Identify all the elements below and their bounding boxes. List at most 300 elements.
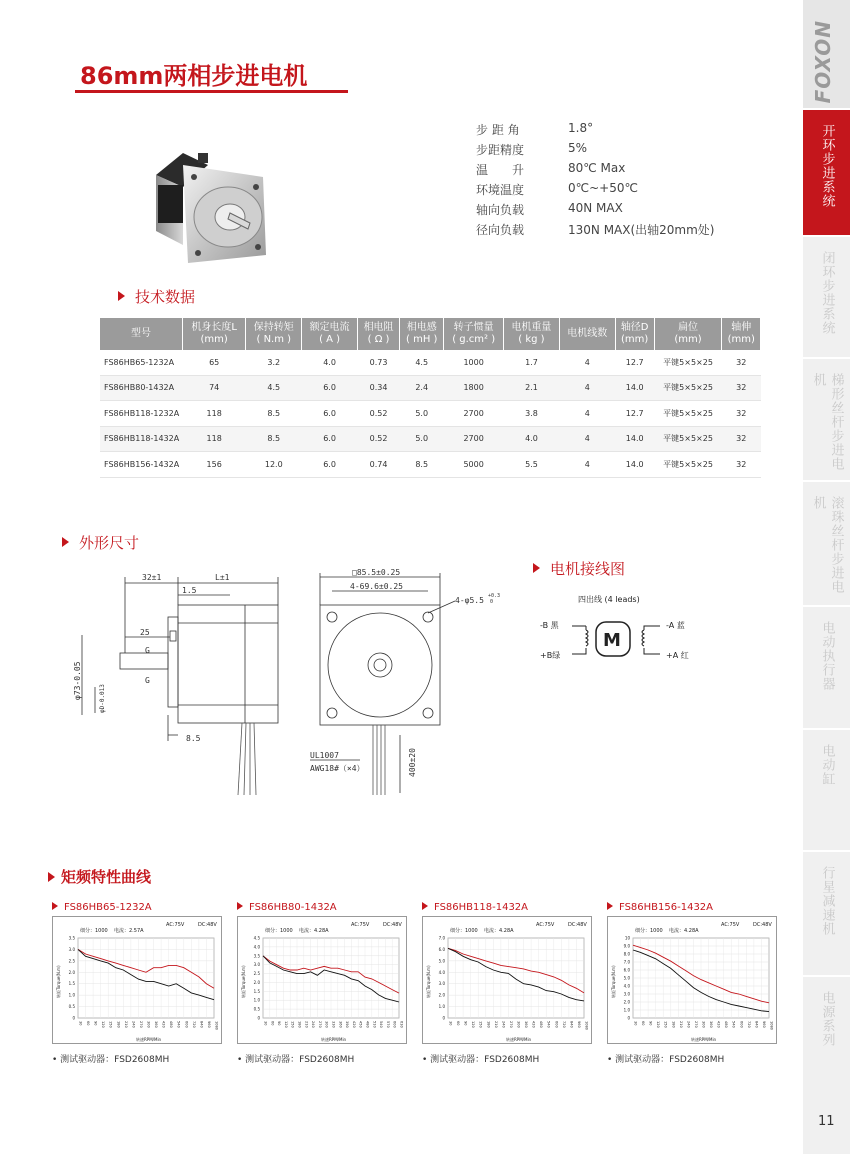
chart-info: AC:75V (721, 922, 740, 928)
y-tick-label: 1.0 (438, 1004, 445, 1010)
model-cell: FS86HB80-1432A (100, 375, 183, 401)
wiring-caption: 四出线 (4 leads) (578, 595, 640, 604)
dim-key-g-top: G (145, 646, 150, 655)
section-wiring (533, 558, 625, 579)
header-label: 保持转矩 (253, 322, 294, 333)
section-tech-data (118, 286, 195, 307)
cable-type: UL1007 (310, 751, 339, 760)
x-tick-label: 180 (116, 1021, 121, 1028)
x-tick-label: 720 (191, 1021, 196, 1028)
y-tick-label: 4.5 (253, 935, 260, 941)
x-tick-label: 480 (724, 1021, 729, 1028)
x-tick-label: 1080 (584, 1021, 589, 1030)
x-tick-label: 60 (456, 1021, 461, 1026)
brand-logo (803, 0, 850, 108)
wire-label-a-minus: -A 蓝 (666, 621, 685, 630)
title-underline (75, 90, 348, 93)
x-axis-label: 转速RPM/Min (691, 1037, 717, 1042)
triangle-bullet-icon (62, 537, 69, 547)
y-tick-label: 2.5 (68, 958, 75, 964)
dim-length-l: L±1 (215, 573, 230, 582)
wire-label-b-plus: +B绿 (540, 651, 561, 660)
y-tick-label: 1.0 (253, 997, 260, 1003)
x-tick-label: 180 (297, 1021, 302, 1028)
y-tick-label: 8.0 (623, 951, 630, 957)
curve-title (52, 902, 232, 916)
sidebar-item-label: 梯形丝杆步进电机 (810, 373, 844, 471)
y-tick-label: 2.0 (68, 969, 75, 975)
x-tick-label: 300 (146, 1021, 151, 1028)
spec-key: 轴向负载 (476, 203, 525, 217)
x-tick-label: 720 (746, 1021, 751, 1028)
chart-info: 细分：1000 (635, 928, 663, 934)
dim-square: □85.5±0.25 (352, 568, 401, 577)
chart-info: 电流：4.28A (484, 928, 514, 934)
section-label: 外形尺寸 (79, 534, 140, 552)
y-tick-label: 0 (257, 1015, 260, 1021)
table-cell: 8.5 (400, 452, 444, 478)
flange-outline (168, 617, 178, 707)
y-tick-label: 2.0 (438, 992, 445, 998)
dim-holes-tol-upper: +0.3 (488, 593, 501, 599)
table-cell: 65 (183, 350, 246, 375)
motor-symbol-letter: M (603, 630, 621, 651)
sidebar-item[interactable] (803, 235, 850, 357)
header-unit: (mm) (727, 334, 755, 345)
header-unit: ( g.cm² ) (452, 334, 496, 345)
x-tick-label: 90 (277, 1021, 282, 1026)
y-tick-label: 10 (624, 935, 630, 941)
chart-info: 细分：1000 (265, 928, 293, 934)
header-unit: ( N.m ) (256, 334, 292, 345)
x-tick-label: 420 (531, 1021, 536, 1028)
y-axis-label: 转矩Torque(N.m) (426, 965, 431, 998)
test-driver-note: • 测试驱动器：FSD2608MH (237, 1055, 355, 1065)
table-cell: 4.0 (302, 350, 358, 375)
table-cell: 0.73 (357, 350, 399, 375)
header-label: 型号 (131, 328, 151, 339)
dim-flange-thick: 8.5 (186, 734, 201, 743)
header-unit: ( Ω ) (367, 334, 390, 345)
curve-title-text: FS86HB80-1432A (249, 902, 337, 913)
table-cell: 74 (183, 375, 246, 401)
torque-curve-panel (237, 902, 417, 1065)
torque-chart (52, 916, 222, 1044)
y-tick-label: 6.0 (623, 967, 630, 973)
y-tick-label: 5.0 (438, 958, 445, 964)
header-label: 额定电流 (309, 322, 350, 333)
y-tick-label: 1.0 (623, 1007, 630, 1013)
table-cell: 平键5×5×25 (654, 401, 722, 427)
table-cell: 4 (559, 426, 615, 452)
sidebar-item-label: 行星减速机 (819, 866, 835, 936)
spec-row (476, 141, 776, 161)
chart-info: DC:48V (198, 922, 217, 928)
table-header-cell (357, 318, 399, 350)
header-label: 扁位 (678, 322, 699, 333)
chart-info: DC:48V (753, 922, 772, 928)
table-body (100, 350, 761, 477)
y-tick-label: 4.0 (623, 983, 630, 989)
x-tick-label: 360 (709, 1021, 714, 1028)
dim-hole-pitch: 4-69.6±0.25 (350, 582, 403, 591)
x-tick-label: 270 (693, 1021, 698, 1028)
x-tick-label: 480 (365, 1021, 370, 1028)
dim-shaft-dia: φD-0.013 (99, 684, 106, 713)
section-label: 电机接线图 (550, 560, 626, 578)
chart-info: DC:48V (383, 922, 402, 928)
y-axis-label: 转矩Torque(N.m) (611, 965, 616, 998)
y-tick-label: 2.5 (253, 971, 260, 977)
sidebar-item[interactable] (803, 850, 850, 975)
test-driver-note: • 测试驱动器：FSD2608MH (607, 1055, 725, 1065)
x-tick-label: 240 (131, 1021, 136, 1028)
table-cell: 4 (559, 375, 615, 401)
y-tick-label: 3.0 (253, 962, 260, 968)
x-tick-label: 300 (324, 1021, 329, 1028)
header-label: 电机重量 (511, 322, 552, 333)
x-tick-label: 540 (731, 1021, 736, 1028)
y-tick-label: 0 (72, 1015, 75, 1021)
triangle-bullet-icon (52, 902, 58, 910)
dim-shaft-length: 25 (140, 628, 150, 637)
x-tick-label: 600 (184, 1021, 189, 1028)
y-tick-label: 3.0 (623, 991, 630, 997)
x-tick-label: 60 (641, 1021, 646, 1026)
curve-title-text: FS86HB118-1432A (434, 902, 529, 913)
y-tick-label: 3.0 (68, 946, 75, 952)
table-cell: 6.0 (302, 375, 358, 401)
curve-title (607, 902, 787, 916)
table-cell: 14.0 (615, 426, 654, 452)
sidebar-item[interactable] (803, 357, 850, 480)
x-tick-label: 120 (471, 1021, 476, 1028)
x-tick-label: 600 (392, 1021, 397, 1028)
sidebar-item-label: 电源系列 (819, 991, 835, 1047)
chart-info: AC:75V (351, 922, 370, 928)
x-tick-label: 360 (154, 1021, 159, 1028)
spec-value: 130N MAX(出轴20mm处) (568, 223, 715, 237)
spec-key: 温 升 (476, 163, 525, 177)
table-cell: 12.7 (615, 350, 654, 375)
x-tick-label: 570 (385, 1021, 390, 1028)
x-tick-label: 600 (554, 1021, 559, 1028)
x-tick-label: 600 (739, 1021, 744, 1028)
header-label: 相电感 (406, 322, 437, 333)
y-tick-label: 5.0 (623, 975, 630, 981)
dim-holes-tol-lower: 0 (490, 599, 494, 605)
table-cell: 4.5 (246, 375, 302, 401)
x-axis-label: 转速RPM/Min (321, 1037, 347, 1042)
sidebar (803, 0, 850, 1154)
front-flange (320, 605, 440, 725)
y-tick-label: 7.0 (623, 959, 630, 965)
x-tick-label: 210 (678, 1021, 683, 1028)
y-tick-label: 3.5 (68, 935, 75, 941)
chart-info: 细分：1000 (450, 928, 478, 934)
table-row (100, 452, 761, 478)
x-tick-label: 360 (338, 1021, 343, 1028)
spec-row (476, 221, 776, 241)
table-cell: 8.5 (246, 401, 302, 427)
x-tick-label: 840 (754, 1021, 759, 1028)
torque-curve-panel (422, 902, 602, 1065)
x-tick-label: 180 (671, 1021, 676, 1028)
x-tick-label: 240 (311, 1021, 316, 1028)
brand-text: FOXON (811, 20, 835, 104)
table-header-cell (654, 318, 722, 350)
table-cell: 4.0 (504, 426, 560, 452)
page-title: 86mm两相步进电机 (80, 62, 308, 90)
torque-chart (422, 916, 592, 1044)
section-curves (48, 866, 151, 887)
y-tick-label: 4.0 (253, 944, 260, 950)
table-header-cell (722, 318, 761, 350)
spec-key: 步距精度 (476, 143, 525, 157)
torque-chart (607, 916, 777, 1044)
sidebar-item[interactable] (803, 728, 850, 850)
x-tick-label: 120 (656, 1021, 661, 1028)
page-number: 11 (818, 1114, 835, 1129)
x-tick-label: 30 (78, 1021, 83, 1026)
table-cell: 5.0 (400, 426, 444, 452)
model-cell: FS86HB156-1432A (100, 452, 183, 478)
y-tick-label: 0.5 (68, 1004, 75, 1010)
x-tick-label: 210 (123, 1021, 128, 1028)
x-tick-label: 30 (448, 1021, 453, 1026)
table-cell: 4 (559, 452, 615, 478)
x-tick-label: 150 (478, 1021, 483, 1028)
table-cell: 6.0 (302, 426, 358, 452)
table-cell: 2700 (444, 426, 504, 452)
triangle-bullet-icon (237, 902, 243, 910)
x-tick-label: 330 (331, 1021, 336, 1028)
wire-label-a-plus: +A 红 (666, 651, 689, 660)
section-outline (62, 532, 139, 553)
table-cell: 4.5 (400, 350, 444, 375)
x-tick-label: 840 (569, 1021, 574, 1028)
x-tick-label: 720 (561, 1021, 566, 1028)
wiring-diagram (530, 590, 750, 670)
spec-table (100, 318, 761, 478)
model-cell: FS86HB118-1232A (100, 401, 183, 427)
table-cell: 118 (183, 426, 246, 452)
table-cell: 8.5 (246, 426, 302, 452)
table-header-cell (183, 318, 246, 350)
table-cell: 0.52 (357, 426, 399, 452)
table-row (100, 401, 761, 427)
table-cell: 32 (722, 426, 761, 452)
header-label: 轴伸 (731, 322, 752, 333)
table-cell: 1.7 (504, 350, 560, 375)
triangle-bullet-icon (533, 563, 540, 573)
y-tick-label: 2.0 (623, 999, 630, 1005)
header-unit: ( A ) (319, 334, 341, 345)
y-tick-label: 9.0 (623, 943, 630, 949)
table-cell: 32 (722, 401, 761, 427)
x-tick-label: 960 (206, 1021, 211, 1028)
test-driver-note: • 测试驱动器：FSD2608MH (422, 1055, 540, 1065)
header-unit: ( kg ) (518, 334, 545, 345)
table-header-cell (615, 318, 654, 350)
x-tick-label: 450 (358, 1021, 363, 1028)
table-cell: 平键5×5×25 (654, 426, 722, 452)
spec-value: 40N MAX (568, 201, 623, 215)
y-tick-label: 2.0 (253, 979, 260, 985)
x-tick-label: 90 (463, 1021, 468, 1026)
x-tick-label: 60 (270, 1021, 275, 1026)
curve-title (422, 902, 602, 916)
spec-row (476, 181, 776, 201)
table-cell: 32 (722, 350, 761, 375)
triangle-bullet-icon (607, 902, 613, 910)
section-label: 技术数据 (135, 288, 196, 306)
header-unit: (mm) (621, 334, 649, 345)
header-unit: (mm) (674, 334, 702, 345)
spec-key: 径向负载 (476, 223, 525, 237)
x-tick-label: 90 (93, 1021, 98, 1026)
table-cell: 12.0 (246, 452, 302, 478)
table-cell: 156 (183, 452, 246, 478)
table-row (100, 350, 761, 375)
x-tick-label: 840 (199, 1021, 204, 1028)
cable-gauge: AWG18#（×4） (310, 764, 365, 773)
x-tick-label: 1080 (214, 1021, 219, 1030)
dim-key-g-bottom: G (145, 676, 150, 685)
table-header-cell (246, 318, 302, 350)
table-header-cell (302, 318, 358, 350)
shaft-outline (120, 653, 168, 669)
spec-value: 1.8° (568, 121, 594, 135)
spec-row (476, 121, 776, 141)
sidebar-item-label: 电动缸 (819, 744, 835, 786)
x-tick-label: 150 (108, 1021, 113, 1028)
torque-chart (237, 916, 407, 1044)
y-tick-label: 6.0 (438, 946, 445, 952)
x-tick-label: 630 (399, 1021, 404, 1028)
table-row (100, 426, 761, 452)
x-tick-label: 270 (138, 1021, 143, 1028)
x-tick-label: 60 (86, 1021, 91, 1026)
sidebar-item[interactable] (803, 975, 850, 1095)
sidebar-item-label: 闭环步进系统 (819, 251, 835, 335)
dim-holes: 4-φ5.5 (455, 596, 484, 605)
header-label: 相电阻 (363, 322, 394, 333)
sidebar-item[interactable] (803, 108, 850, 235)
x-tick-label: 420 (161, 1021, 166, 1028)
table-cell: 1000 (444, 350, 504, 375)
table-cell: 12.7 (615, 401, 654, 427)
triangle-bullet-icon (118, 291, 125, 301)
spec-list (476, 121, 776, 241)
x-tick-label: 120 (283, 1021, 288, 1028)
dim-flange: 1.5 (182, 586, 197, 595)
table-header-cell (559, 318, 615, 350)
front-pilot (328, 613, 432, 717)
table-cell: 14.0 (615, 375, 654, 401)
table-cell: 32 (722, 452, 761, 478)
chart-info: AC:75V (536, 922, 555, 928)
x-tick-label: 210 (493, 1021, 498, 1028)
table-cell: 3.8 (504, 401, 560, 427)
model-cell: FS86HB118-1432A (100, 426, 183, 452)
x-tick-label: 180 (486, 1021, 491, 1028)
table-cell: 4 (559, 350, 615, 375)
x-tick-label: 30 (263, 1021, 268, 1026)
table-cell: 平键5×5×25 (654, 350, 722, 375)
x-tick-label: 90 (648, 1021, 653, 1026)
y-axis-label: 转矩Torque(N.m) (56, 965, 61, 998)
y-tick-label: 4.0 (438, 969, 445, 975)
sidebar-item[interactable] (803, 480, 850, 605)
torque-curve-panel (607, 902, 787, 1065)
x-axis-label: 转速RPM/Min (136, 1037, 162, 1042)
chart-info: DC:48V (568, 922, 587, 928)
outline-drawing (70, 565, 510, 805)
triangle-bullet-icon (422, 902, 428, 910)
header-label: 机身长度L (191, 322, 237, 333)
torque-curve-panel (52, 902, 232, 1065)
chart-info: 细分：1000 (80, 928, 108, 934)
spec-value: 5% (568, 141, 588, 155)
header-label: 电机线数 (567, 328, 608, 339)
y-tick-label: 0.5 (253, 1006, 260, 1012)
y-tick-label: 1.5 (68, 981, 75, 987)
x-tick-label: 120 (101, 1021, 106, 1028)
table-cell: 6.0 (302, 452, 358, 478)
curve-title-text: FS86HB156-1432A (619, 902, 714, 913)
x-tick-label: 540 (379, 1021, 384, 1028)
header-label: 转子惯量 (453, 322, 494, 333)
table-header-row (100, 318, 761, 350)
x-tick-label: 300 (516, 1021, 521, 1028)
table-cell: 2.4 (400, 375, 444, 401)
x-tick-label: 480 (539, 1021, 544, 1028)
sidebar-item-label: 电动执行器 (819, 621, 835, 691)
x-tick-label: 150 (290, 1021, 295, 1028)
chart-info: AC:75V (166, 922, 185, 928)
motor-photo (138, 135, 278, 275)
dim-length-a: 32±1 (142, 573, 162, 582)
chart-info: 电流：4.28A (669, 928, 699, 934)
curve-title (237, 902, 417, 916)
table-cell: 0.34 (357, 375, 399, 401)
x-tick-label: 420 (716, 1021, 721, 1028)
x-tick-label: 1080 (769, 1021, 774, 1030)
table-cell: 2.1 (504, 375, 560, 401)
table-cell: 32 (722, 375, 761, 401)
header-unit: ( mH ) (406, 334, 438, 345)
table-cell: 2700 (444, 401, 504, 427)
spec-row (476, 161, 776, 181)
model-cell: FS86HB65-1232A (100, 350, 183, 375)
table-cell: 3.2 (246, 350, 302, 375)
chart-info: 电流：2.57A (114, 928, 144, 934)
x-tick-label: 510 (372, 1021, 377, 1028)
header-label: 轴径D (620, 322, 649, 333)
x-tick-label: 540 (546, 1021, 551, 1028)
table-header-cell (444, 318, 504, 350)
curve-title-text: FS86HB65-1232A (64, 902, 152, 913)
x-tick-label: 300 (701, 1021, 706, 1028)
sidebar-item[interactable] (803, 605, 850, 728)
y-tick-label: 3.0 (438, 981, 445, 987)
x-tick-label: 270 (317, 1021, 322, 1028)
dim-pilot-dia: φ73-0.05 (73, 661, 82, 700)
x-tick-label: 270 (508, 1021, 513, 1028)
x-axis-label: 转速RPM/Min (506, 1037, 532, 1042)
x-tick-label: 240 (686, 1021, 691, 1028)
